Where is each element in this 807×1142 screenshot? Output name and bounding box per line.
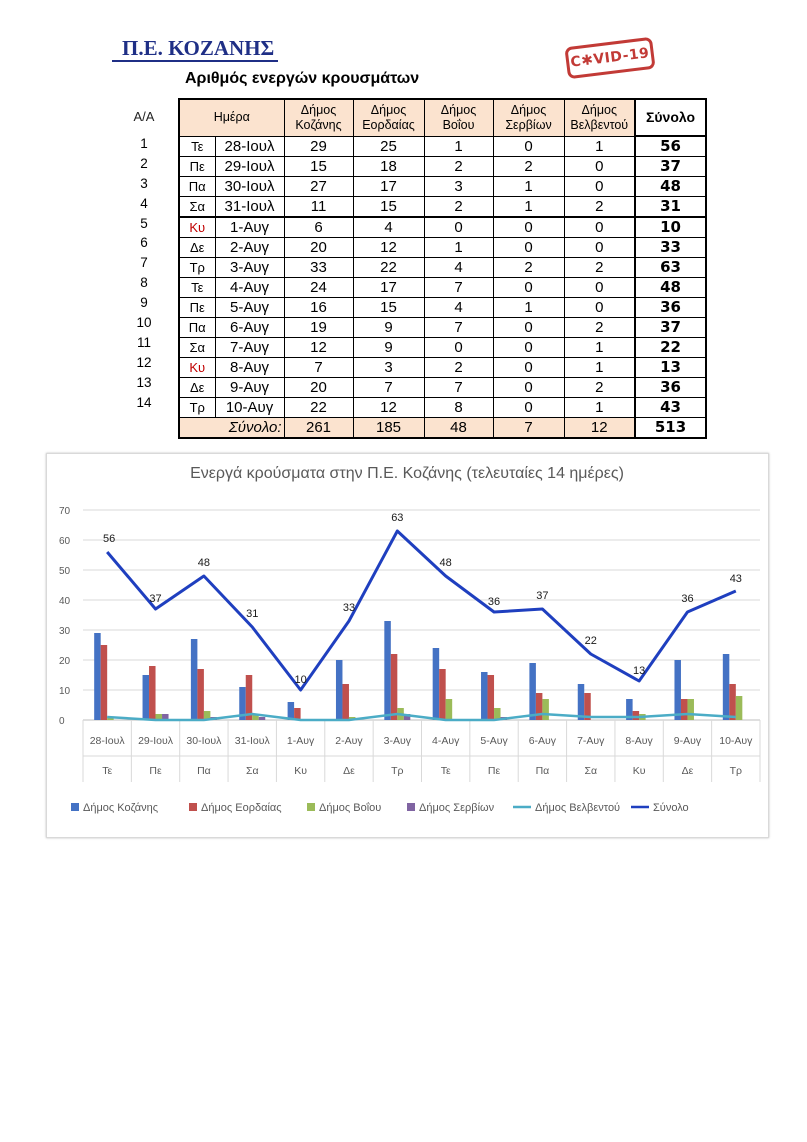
date-cell: 29-Ιουλ — [215, 157, 284, 177]
legend-swatch — [71, 803, 79, 811]
velvento-cell: 0 — [564, 238, 635, 258]
velvento-cell: 0 — [564, 298, 635, 318]
table-row — [179, 398, 706, 418]
x-day-label: Πε — [487, 765, 501, 777]
kozani-cell: 22 — [284, 398, 353, 418]
velvento-cell: 2 — [564, 378, 635, 398]
voio-cell: 7 — [424, 278, 493, 298]
legend-label: Σύνολο — [653, 802, 689, 814]
y-tick-label: 20 — [59, 656, 71, 667]
table-row — [179, 136, 706, 157]
bar — [336, 660, 343, 720]
day-name-cell: Κυ — [179, 358, 215, 378]
aa-column — [126, 134, 162, 412]
table-header-row — [179, 99, 706, 136]
date-cell: 8-Αυγ — [215, 358, 284, 378]
y-tick-label: 30 — [59, 626, 71, 637]
voio-cell: 7 — [424, 378, 493, 398]
date-cell: 9-Αυγ — [215, 378, 284, 398]
data-label: 33 — [342, 602, 356, 614]
eordaia-cell: 17 — [353, 177, 424, 197]
sum-kozani: 261 — [284, 418, 353, 439]
x-day-label: Δε — [343, 765, 355, 777]
bar — [342, 684, 349, 720]
voio-cell: 2 — [424, 157, 493, 177]
kozani-cell: 15 — [284, 157, 353, 177]
eordaia-cell: 4 — [353, 217, 424, 238]
y-tick-label: 0 — [59, 716, 65, 727]
kozani-cell: 20 — [284, 378, 353, 398]
bar — [674, 660, 681, 720]
data-label: 10 — [294, 674, 307, 686]
header-eordaia: Δήμος Εορδαίας — [353, 99, 424, 136]
sum-row — [179, 418, 706, 439]
x-day-label: Δε — [681, 765, 694, 777]
legend-swatch — [407, 803, 415, 811]
table-row — [179, 217, 706, 238]
legend-label: Δήμος Σερβίων — [419, 802, 495, 814]
servia-cell: 2 — [493, 258, 564, 278]
day-name-cell: Τρ — [179, 398, 215, 418]
servia-cell: 0 — [493, 358, 564, 378]
aa-number: 10 — [136, 315, 152, 331]
day-name-cell: Πε — [179, 298, 215, 318]
kozani-cell: 12 — [284, 338, 353, 358]
total-cell: 63 — [635, 258, 706, 278]
velvento-cell: 0 — [564, 177, 635, 197]
velvento-cell: 1 — [564, 358, 635, 378]
data-label: 56 — [103, 533, 116, 545]
total-cell: 10 — [635, 217, 706, 238]
aa-number: 11 — [136, 334, 151, 350]
servia-cell: 0 — [493, 338, 564, 358]
x-tick-label: 29-Ιουλ — [138, 735, 174, 747]
day-name-cell: Σα — [179, 338, 215, 358]
kozani-cell: 6 — [284, 217, 353, 238]
bar — [542, 699, 549, 720]
table-row — [179, 318, 706, 338]
bar — [681, 699, 688, 720]
servia-cell: 0 — [493, 217, 564, 238]
total-cell: 56 — [635, 136, 706, 157]
data-label: 63 — [391, 512, 404, 524]
x-tick-label: 2-Αυγ — [335, 735, 363, 747]
voio-cell: 8 — [424, 398, 493, 418]
voio-cell: 1 — [424, 136, 493, 157]
x-day-label: Πα — [197, 765, 211, 777]
x-tick-label: 6-Αυγ — [528, 735, 557, 747]
table-row — [179, 157, 706, 177]
table-title: Αριθμός ενεργών κρουσμάτων — [185, 70, 420, 87]
table-row — [179, 197, 706, 218]
total-cell: 37 — [635, 157, 706, 177]
legend-label: Δήμος Εορδαίας — [201, 802, 282, 814]
bar — [481, 672, 488, 720]
x-day-label: Κυ — [632, 765, 646, 777]
servia-cell: 1 — [493, 177, 564, 197]
table-row — [179, 258, 706, 278]
aa-number: 13 — [136, 374, 152, 390]
kozani-cell: 24 — [284, 278, 353, 298]
date-cell: 10-Αυγ — [215, 398, 284, 418]
x-tick-label: 31-Ιουλ — [234, 735, 270, 747]
date-cell: 31-Ιουλ — [215, 197, 284, 218]
aa-number: 6 — [140, 235, 148, 251]
bar — [446, 699, 453, 720]
aa-header: Α/Α — [133, 109, 155, 124]
data-label: 37 — [536, 590, 549, 602]
velvento-cell: 0 — [564, 278, 635, 298]
cases-chart — [47, 454, 768, 837]
kozani-cell: 29 — [284, 136, 353, 157]
x-tick-label: 28-Ιουλ — [89, 735, 125, 747]
table-row — [179, 378, 706, 398]
voio-cell: 7 — [424, 318, 493, 338]
bar — [439, 669, 446, 720]
eordaia-cell: 15 — [353, 298, 424, 318]
bar — [94, 633, 101, 720]
bar — [391, 654, 398, 720]
x-tick-label: 30-Ιουλ — [186, 735, 222, 747]
covid-stamp-logo: C✱VID-19 — [564, 37, 655, 79]
sum-label: Σύνολο: — [179, 418, 284, 439]
bar — [687, 699, 694, 720]
voio-cell: 4 — [424, 298, 493, 318]
date-cell: 5-Αυγ — [215, 298, 284, 318]
velvento-cell: 0 — [564, 217, 635, 238]
day-name-cell: Σα — [179, 197, 215, 218]
date-cell: 6-Αυγ — [215, 318, 284, 338]
bar — [143, 675, 150, 720]
header-voio: Δήμος Βοΐου — [424, 99, 493, 136]
data-label: 36 — [681, 593, 694, 605]
total-cell: 43 — [635, 398, 706, 418]
eordaia-cell: 9 — [353, 338, 424, 358]
velvento-cell: 2 — [564, 318, 635, 338]
x-tick-label: 5-Αυγ — [480, 735, 508, 747]
kozani-cell: 33 — [284, 258, 353, 278]
voio-cell: 2 — [424, 358, 493, 378]
table-row — [179, 358, 706, 378]
table-row — [179, 177, 706, 197]
eordaia-cell: 17 — [353, 278, 424, 298]
date-cell: 1-Αυγ — [215, 217, 284, 238]
header-velvento: Δήμος Βελβεντού — [564, 99, 635, 136]
legend-swatch — [189, 803, 197, 811]
bar — [536, 693, 543, 720]
sum-total: 513 — [635, 418, 706, 439]
voio-cell: 2 — [424, 197, 493, 218]
voio-cell: 0 — [424, 217, 493, 238]
legend-label: Δήμος Βοΐου — [319, 802, 382, 814]
date-cell: 4-Αυγ — [215, 278, 284, 298]
voio-cell: 1 — [424, 238, 493, 258]
eordaia-cell: 15 — [353, 197, 424, 218]
bar — [529, 663, 536, 720]
legend-swatch — [307, 803, 315, 811]
data-label: 37 — [149, 593, 162, 605]
bar — [191, 639, 198, 720]
total-cell: 48 — [635, 177, 706, 197]
y-tick-label: 60 — [59, 536, 71, 547]
velvento-cell: 0 — [564, 157, 635, 177]
aa-number: 12 — [136, 354, 152, 370]
kozani-cell: 16 — [284, 298, 353, 318]
day-name-cell: Τε — [179, 136, 215, 157]
legend-label: Δήμος Κοζάνης — [83, 802, 158, 814]
date-cell: 7-Αυγ — [215, 338, 284, 358]
sum-velvento: 12 — [564, 418, 635, 439]
velvento-cell: 2 — [564, 197, 635, 218]
eordaia-cell: 9 — [353, 318, 424, 338]
bar — [197, 669, 204, 720]
aa-number: 1 — [140, 136, 148, 151]
total-cell: 13 — [635, 358, 706, 378]
velvento-cell: 1 — [564, 136, 635, 157]
servia-cell: 0 — [493, 136, 564, 157]
aa-number: 2 — [140, 155, 148, 171]
y-tick-label: 10 — [59, 686, 71, 697]
kozani-cell: 11 — [284, 197, 353, 218]
eordaia-cell: 12 — [353, 238, 424, 258]
chart-title: Ενεργά κρούσματα στην Π.Ε. Κοζάνης (τελευταίες 14 ημέρες) — [190, 465, 624, 482]
eordaia-cell: 22 — [353, 258, 424, 278]
kozani-cell: 20 — [284, 238, 353, 258]
eordaia-cell: 25 — [353, 136, 424, 157]
x-tick-label: 7-Αυγ — [577, 735, 605, 747]
region-title: Π.Ε. ΚΟΖΑΝΗΣ — [112, 36, 278, 62]
kozani-cell: 27 — [284, 177, 353, 197]
x-day-label: Σα — [584, 765, 598, 777]
servia-cell: 2 — [493, 157, 564, 177]
x-day-label: Τρ — [729, 765, 743, 777]
sum-eordaia: 185 — [353, 418, 424, 439]
day-name-cell: Τε — [179, 278, 215, 298]
x-day-label: Τε — [440, 765, 451, 777]
eordaia-cell: 3 — [353, 358, 424, 378]
y-tick-label: 40 — [59, 596, 71, 607]
servia-cell: 0 — [493, 378, 564, 398]
x-tick-label: 3-Αυγ — [383, 735, 411, 747]
voio-cell: 0 — [424, 338, 493, 358]
header-total: Σύνολο — [635, 99, 706, 136]
date-cell: 3-Αυγ — [215, 258, 284, 278]
total-cell: 36 — [635, 378, 706, 398]
aa-number: 4 — [140, 195, 148, 211]
x-tick-label: 8-Αυγ — [625, 735, 653, 747]
x-day-label: Πε — [149, 765, 162, 777]
x-day-label: Τρ — [391, 765, 404, 777]
servia-cell: 0 — [493, 278, 564, 298]
data-label: 48 — [197, 557, 211, 569]
bar — [723, 654, 730, 720]
y-tick-label: 50 — [59, 566, 71, 577]
x-tick-label: 1-Αυγ — [286, 735, 315, 747]
sum-servia: 7 — [493, 418, 564, 439]
servia-cell: 0 — [493, 318, 564, 338]
day-name-cell: Πα — [179, 177, 215, 197]
data-label: 43 — [729, 573, 742, 585]
day-name-cell: Πε — [179, 157, 215, 177]
velvento-cell: 2 — [564, 258, 635, 278]
date-cell: 28-Ιουλ — [215, 136, 284, 157]
bar — [384, 621, 391, 720]
kozani-cell: 19 — [284, 318, 353, 338]
table-row — [179, 278, 706, 298]
aa-number: 9 — [140, 295, 148, 311]
servia-cell: 0 — [493, 398, 564, 418]
total-cell: 48 — [635, 278, 706, 298]
bar — [433, 648, 440, 720]
bar — [488, 675, 495, 720]
bar — [259, 717, 266, 720]
data-label: 31 — [246, 608, 259, 620]
header-kozani: Δήμος Κοζάνης — [284, 99, 353, 136]
table-row — [179, 298, 706, 318]
total-cell: 22 — [635, 338, 706, 358]
bar — [101, 645, 108, 720]
aa-number: 14 — [136, 394, 152, 410]
servia-cell: 1 — [493, 197, 564, 218]
day-name-cell: Κυ — [179, 217, 215, 238]
data-label: 22 — [584, 635, 597, 647]
total-cell: 37 — [635, 318, 706, 338]
velvento-cell: 1 — [564, 398, 635, 418]
total-cell: 33 — [635, 238, 706, 258]
x-tick-label: 10-Αυγ — [719, 735, 753, 747]
day-name-cell: Δε — [179, 238, 215, 258]
table-row — [179, 238, 706, 258]
x-day-label: Σα — [245, 765, 259, 777]
data-label: 36 — [487, 596, 501, 608]
chart-panel — [46, 453, 769, 838]
total-cell: 36 — [635, 298, 706, 318]
header-day: Ημέρα — [179, 99, 284, 136]
x-day-label: Τε — [102, 765, 113, 777]
day-name-cell: Δε — [179, 378, 215, 398]
bar — [578, 684, 585, 720]
eordaia-cell: 7 — [353, 378, 424, 398]
total-cell: 31 — [635, 197, 706, 218]
aa-number: 7 — [140, 255, 148, 271]
aa-number: 8 — [140, 275, 148, 291]
date-cell: 2-Αυγ — [215, 238, 284, 258]
legend-label: Δήμος Βελβεντού — [535, 802, 621, 814]
voio-cell: 3 — [424, 177, 493, 197]
bar — [729, 684, 736, 720]
bar — [633, 711, 640, 720]
x-tick-label: 4-Αυγ — [432, 735, 460, 747]
eordaia-cell: 12 — [353, 398, 424, 418]
cases-table — [178, 98, 707, 439]
bar — [149, 666, 156, 720]
bar — [736, 696, 743, 720]
servia-cell: 1 — [493, 298, 564, 318]
table-row — [179, 338, 706, 358]
eordaia-cell: 18 — [353, 157, 424, 177]
x-day-label: Πα — [535, 765, 550, 777]
sum-voio: 48 — [424, 418, 493, 439]
servia-cell: 0 — [493, 238, 564, 258]
x-tick-label: 9-Αυγ — [673, 735, 702, 747]
kozani-cell: 7 — [284, 358, 353, 378]
y-tick-label: 70 — [59, 506, 71, 517]
day-name-cell: Πα — [179, 318, 215, 338]
day-name-cell: Τρ — [179, 258, 215, 278]
aa-number: 5 — [140, 215, 148, 231]
aa-number: 3 — [140, 175, 148, 191]
data-label: 13 — [632, 665, 646, 677]
velvento-cell: 1 — [564, 338, 635, 358]
date-cell: 30-Ιουλ — [215, 177, 284, 197]
data-label: 48 — [439, 557, 452, 569]
x-day-label: Κυ — [294, 765, 307, 777]
voio-cell: 4 — [424, 258, 493, 278]
header-servia: Δήμος Σερβίων — [493, 99, 564, 136]
